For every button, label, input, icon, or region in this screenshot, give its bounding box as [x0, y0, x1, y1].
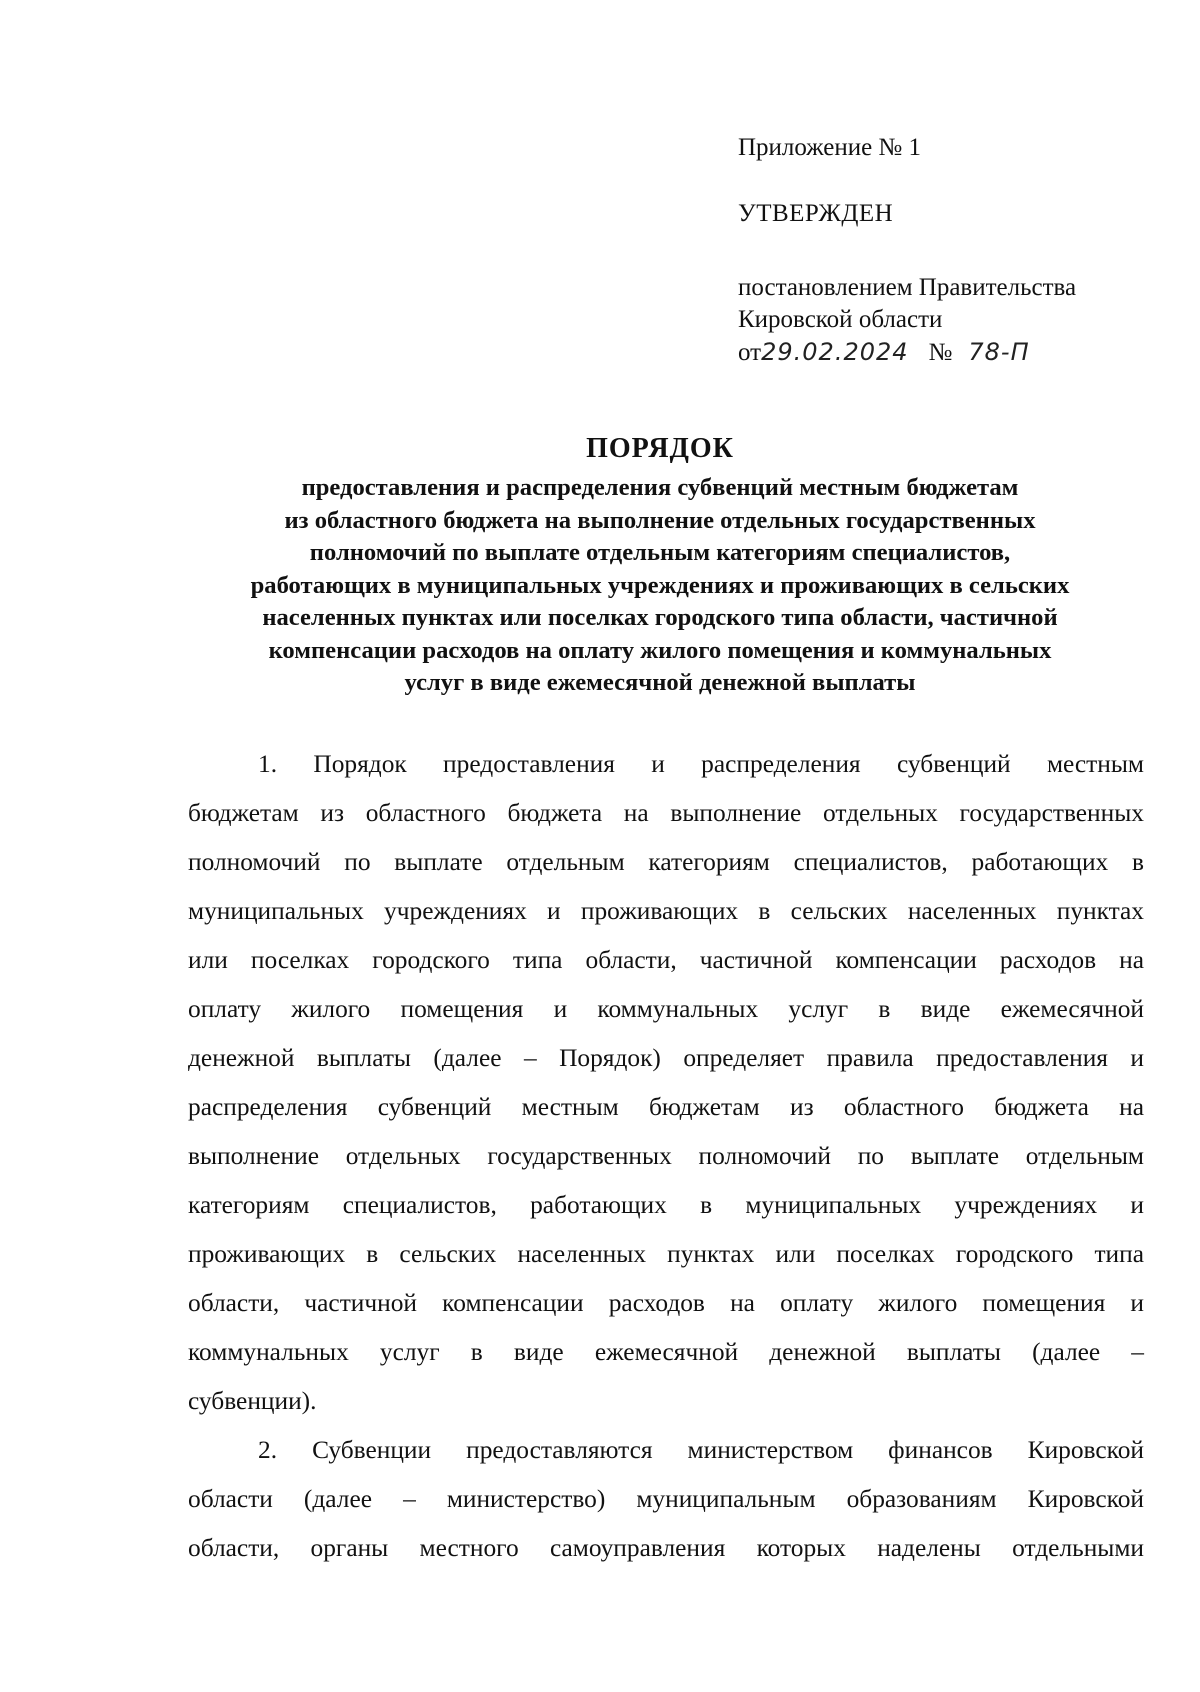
- body-line: выполнение отдельных государственных полномочий по выплате отдельным: [188, 1142, 1144, 1170]
- body-line: проживающих в сельских населенных пунктах или поселках городского типа: [188, 1240, 1144, 1268]
- subtitle-line: услуг в виде ежемесячной денежной выплаты: [404, 669, 916, 696]
- subtitle-line: из областного бюджета на выполнение отдельных государственных: [284, 506, 1036, 534]
- body-line: полномочий по выплате отдельным категориям специалистов, работающих в: [188, 848, 1144, 876]
- body-line: 1. Порядок предоставления и распределения субвенций местным: [258, 750, 1144, 778]
- approval-block: [738, 132, 1168, 369]
- body-line: субвенции).: [188, 1387, 317, 1415]
- decree-number-handwritten: 78-П: [968, 338, 1030, 366]
- body-line: денежной выплаты (далее – Порядок) определяет правила предоставления и: [188, 1044, 1144, 1072]
- body-line: области, органы местного самоуправления которых наделены отдельными: [188, 1534, 1144, 1562]
- approved-label: УТВЕРЖДЕН: [738, 200, 894, 227]
- paragraph-1: [188, 740, 1144, 1426]
- subtitle-line: населенных пунктах или поселках городского типа области, частичной: [262, 604, 1058, 631]
- decree-line-2: Кировской области: [738, 306, 943, 333]
- document-subtitle: [150, 472, 1170, 700]
- body-line: области, частичной компенсации расходов на оплату жилого помещения и: [188, 1289, 1144, 1317]
- body-line: бюджетам из областного бюджета на выполнение отдельных государственных: [188, 799, 1144, 827]
- body-line: или поселках городского типа области, частичной компенсации расходов на: [188, 946, 1144, 974]
- appendix-label: Приложение № 1: [738, 134, 922, 161]
- body-line: распределения субвенций местным бюджетам из областного бюджета на: [188, 1093, 1144, 1121]
- body-line: коммунальных услуг в виде ежемесячной денежной выплаты (далее –: [188, 1338, 1144, 1366]
- document-title-block: [150, 432, 1170, 700]
- decree-date-line: [738, 336, 1168, 369]
- paragraph-2: [188, 1426, 1144, 1573]
- body-line: категориям специалистов, работающих в муниципальных учреждениях и: [188, 1191, 1144, 1219]
- document-title: ПОРЯДОК: [586, 433, 734, 464]
- decree-date-handwritten: 29.02.2024: [761, 338, 909, 366]
- subtitle-line: предоставления и распределения субвенций местным бюджетам: [301, 474, 1019, 501]
- subtitle-line: компенсации расходов на оплату жилого помещения и коммунальных: [268, 636, 1052, 664]
- decree-line-1: постановлением Правительства: [738, 274, 1077, 301]
- body-line: оплату жилого помещения и коммунальных услуг в виде ежемесячной: [188, 995, 1144, 1023]
- subtitle-line: полномочий по выплате отдельным категориям специалистов,: [309, 539, 1011, 566]
- document-body: [188, 740, 1144, 1573]
- date-prefix: от: [738, 339, 762, 366]
- subtitle-line: работающих в муниципальных учреждениях и проживающих в сельских: [250, 571, 1070, 599]
- body-line: муниципальных учреждениях и проживающих в сельских населенных пунктах: [188, 897, 1144, 925]
- body-line: области (далее – министерство) муниципальным образованиям Кировской: [188, 1485, 1144, 1513]
- number-sign: №: [928, 339, 953, 366]
- body-line: 2. Субвенции предоставляются министерством финансов Кировской: [258, 1436, 1144, 1464]
